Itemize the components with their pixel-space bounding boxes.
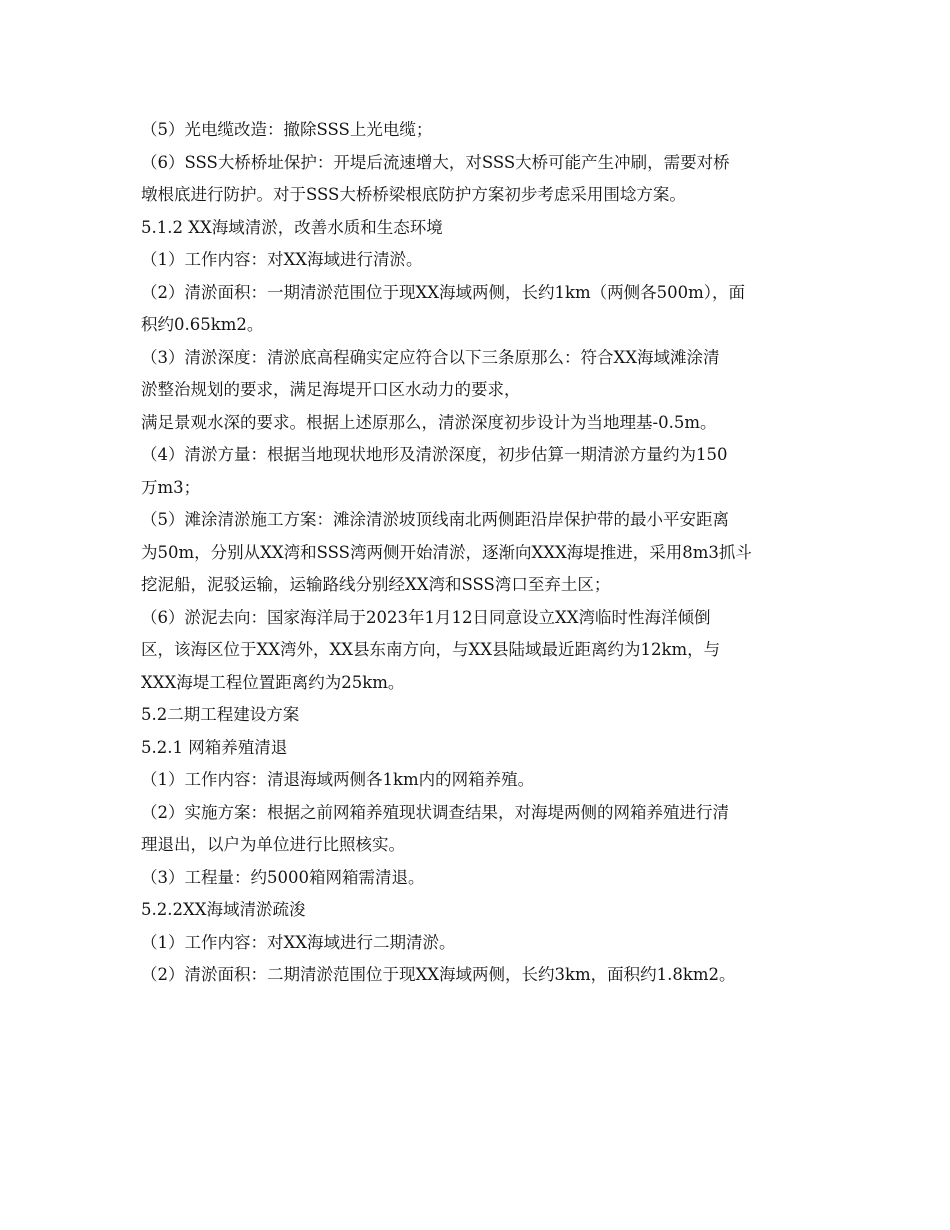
text-line: 满足景观水深的要求。根据上述原那么，清淤深度初步设计为当地理基-0.5m。 <box>141 412 717 432</box>
text-line: （2）清淤面积：二期清淤范围位于现XX海域两侧，长约3km，面积约1.8km2。 <box>141 965 736 984</box>
text-line: 区，该海区位于XX湾外，XX县东南方向，与XX县陆域最近距离约为12km，与 <box>141 640 721 659</box>
section-heading: 5.2二期工程建设方案 <box>141 705 300 724</box>
text-line: XXX海堤工程位置距离约为25km。 <box>141 672 405 692</box>
text-line: （6）SSS大桥桥址保护：开堤后流速增大，对SSS大桥可能产生冲刷，需要对桥 <box>141 152 730 172</box>
text-line: 淤整治规划的要求，满足海堤开口区水动力的要求， <box>141 380 521 399</box>
text-line: （6）淤泥去向：国家海洋局于2023年1月12日同意设立XX湾临时性海洋倾倒 <box>141 607 711 627</box>
document-body <box>141 114 813 992</box>
text-line: （2）清淤面积：一期清淤范围位于现XX海域两侧，长约1km（两侧各500m），面 <box>141 282 746 302</box>
text-line: （1）工作内容：清退海域两侧各1km内的网箱养殖。 <box>141 770 535 789</box>
section-heading: 5.2.1 网箱养殖清退 <box>141 737 288 757</box>
text-line: （3）工程量：约5000箱网箱需清退。 <box>141 867 425 887</box>
text-line: （2）实施方案：根据之前网箱养殖现状调查结果，对海堤两侧的网箱养殖进行清 <box>141 802 729 822</box>
text-line: 墩根底进行防护。对于SSS大桥桥梁根底防护方案初步考虑采用围埝方案。 <box>141 185 686 204</box>
text-line: （5）光电缆改造：撤除SSS上光电缆； <box>141 120 433 139</box>
text-line: （5）滩涂清淤施工方案：滩涂清淤坡顶线南北两侧距沿岸保护带的最小平安距离 <box>141 510 729 529</box>
text-line: 积约0.65km2。 <box>141 315 264 334</box>
section-heading: 5.1.2 XX海域清淤，改善水质和生态环境 <box>141 217 443 237</box>
section-heading: 5.2.2XX海域清淤疏浚 <box>141 900 306 919</box>
text-line: 理退出，以户为单位进行比照核实。 <box>141 835 405 854</box>
text-line: （4）清淤方量：根据当地现状地形及清淤深度，初步估算一期清淤方量约为150 <box>141 445 728 464</box>
text-line: 万m3； <box>141 477 201 497</box>
text-line: （1）工作内容：对XX海域进行清淤。 <box>141 250 423 269</box>
text-line: 为50m，分别从XX湾和SSS湾两侧开始清淤，逐渐向XXX海堤推进，采用8m3抓斗 <box>141 542 752 562</box>
text-line: （1）工作内容：对XX海域进行二期清淤。 <box>141 932 456 952</box>
text-line: （3）清淤深度：清淤底高程确实定应符合以下三条原那么：符合XX海域滩涂清 <box>141 347 720 367</box>
text-line: 挖泥船，泥驳运输，运输路线分别经XX湾和SSS湾口至弃土区； <box>141 575 611 594</box>
